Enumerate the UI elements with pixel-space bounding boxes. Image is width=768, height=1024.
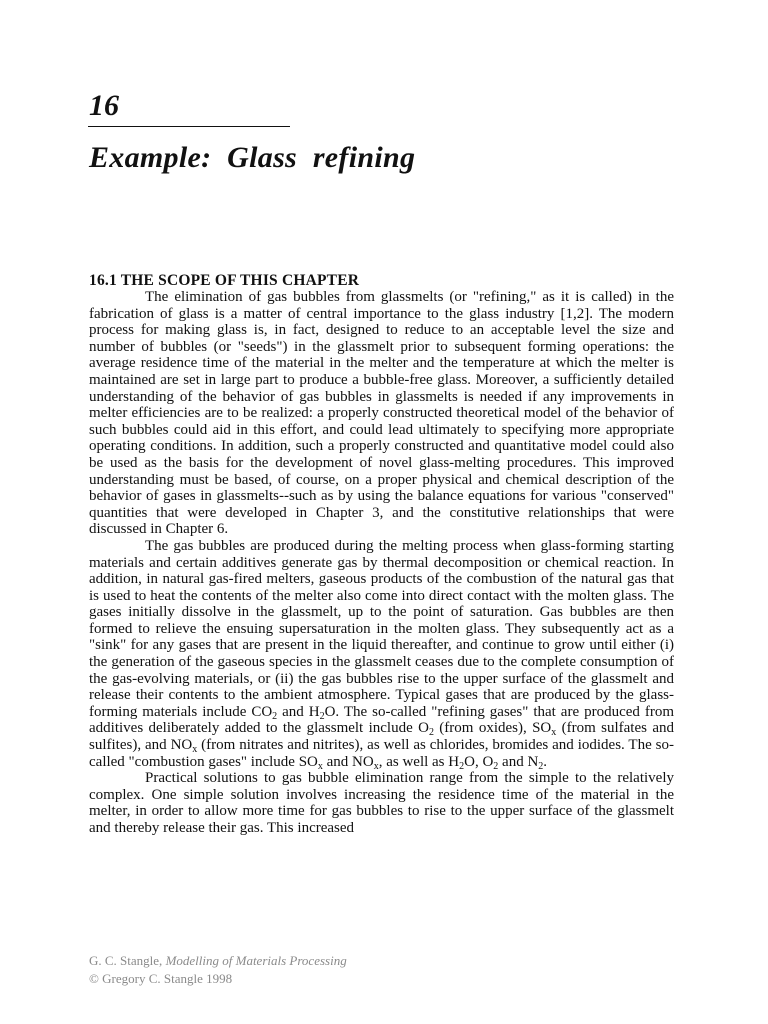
footer-citation (89, 952, 347, 970)
footer-copyright: © Gregory C. Stangle 1998 (89, 971, 233, 986)
chapter-title: Example: Glass refining (89, 141, 416, 174)
paragraph: The elimination of gas bubbles from glassmelts (or "refining," as it is called) in the fabrication of glass is a matter of central importance to the glass industry [1,2]. The modern process for making glass is, in fact, designed to reduce to an acceptable level the size and number of bubbles (or "seeds") in the glassmelt prior to subsequent forming operations: the average residence time of the material in the melter and the temperature at which the melter is maintained are set in large part to produce a bubble-free glass. Moreover, a sufficiently detailed understanding of the behavior of gas bubbles in glassmelts is needed if any improvements in melter efficiencies are to be realized: a properly constructed theoretical model of the behavior of such bubbles could aid in this effort, and could lead ultimately to specifying more appropriate operating conditions. In addition, such a properly constructed and quantitative model could also be used as the basis for the development of novel glass-melting procedures. This improved understanding must be based, of course, on a proper physical and chemical description of the behavior of gases in glassmelts--such as by using the balance equations for various "conserved" quantities that were developed in Chapter 3, and the constitutive relationships that were discussed in Chapter 6. (89, 289, 674, 538)
section-body (89, 272, 674, 837)
footer-book-title: Modelling of Materials Processing (165, 953, 347, 968)
paragraph: The gas bubbles are produced during the melting process when glass-forming starting materials and certain additives generate gas by thermal decomposition or chemical reaction. In addition, in natural gas-fired melters, gaseous products of the combustion of the natural gas that is used to heat the contents of the melter also come into direct contact with the molten glass. The gases initially dissolve in the glassmelt, up to the point of saturation. Gas bubbles are then formed to relieve the ensuing supersaturation in the molten glass. They subsequently act as a "sink" for any gases that are present in the liquid thereafter, and continue to grow until either (i) the generation of the gaseous species in the glassmelt ceases due to the complete consumption of the gas-evolving materials, or (ii) the gas bubbles rise to the upper surface of the glassmelt and release their contents to the ambient atmosphere. Typical gases that are produced by the glass-forming materials include $CO_2$ and $H_2O$. The so-called "refining gases" that are produced from additives deliberately added to the glassmelt include $O_2$ (from oxides), $SO_x$ (from sulfates and sulfites), and $NO_x$ (from nitrates and nitrites), as well as chlorides, bromides and iodides. The so-called "combustion gases" include $SO_x$ and $NO_x$, as well as $H_2O$, $O_2$ and $N_2$. (89, 537, 674, 772)
section-heading: 16.1 THE SCOPE OF THIS CHAPTER (89, 272, 360, 289)
footer-author: G. C. Stangle, (89, 953, 166, 968)
chapter-number: 16 (89, 89, 119, 122)
paragraph: Practical solutions to gas bubble elimination range from the simple to the relatively complex. One simple solution involves increasing the residence time of the material in the melter, in order to allow more time for gas bubbles to rise to the upper surface of the glassmelt and thereby release their gas. This increased (89, 770, 674, 836)
chapter-rule (88, 126, 290, 127)
page-footer (89, 952, 347, 988)
